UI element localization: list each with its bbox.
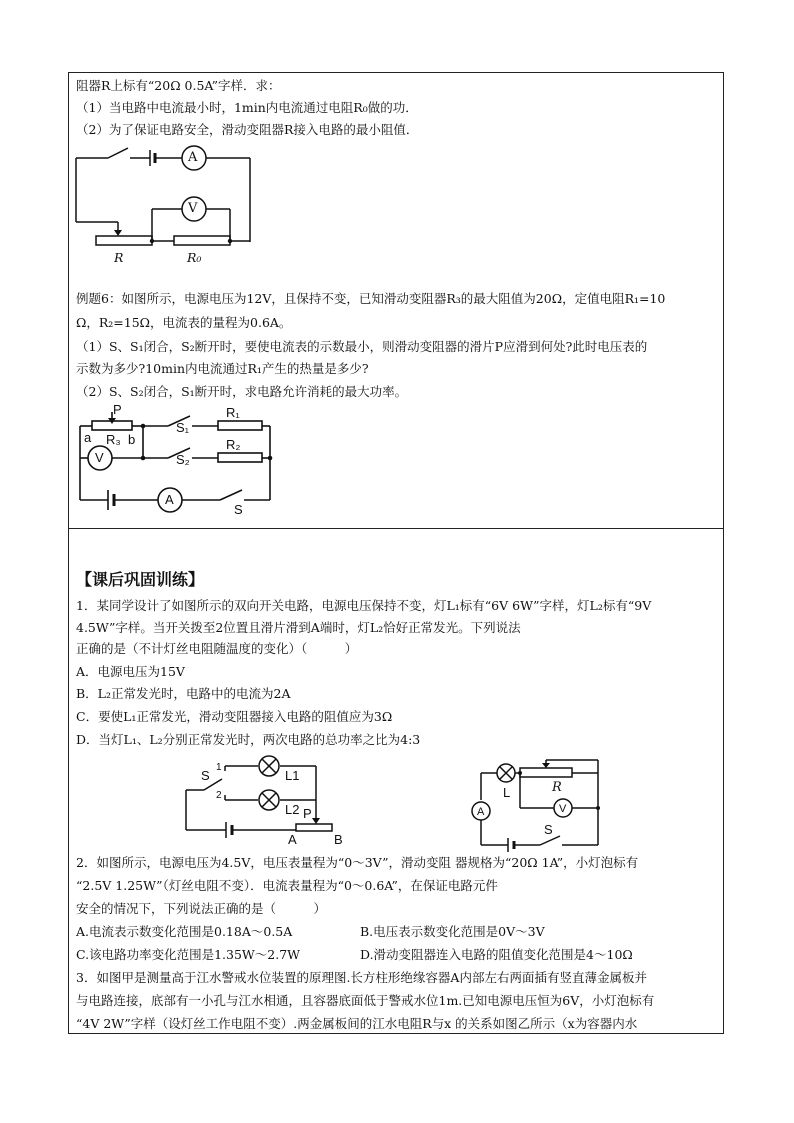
fig2-voltmeter: V bbox=[95, 450, 104, 465]
practice2-line1: 2．如图所示，电源电压为4.5V，电压表量程为“0～3V”，滑动变阻 器规格为“20Ω 1A”，小灯泡标有 bbox=[76, 855, 639, 870]
fig3-switch-s: S bbox=[201, 768, 210, 783]
fig3-slider-p: P bbox=[303, 806, 312, 821]
practice2-option-c: C.该电路功率变化范围是1.35W～2.7W bbox=[76, 947, 300, 962]
fig3-lamp-l1: L1 bbox=[285, 768, 300, 783]
section-divider bbox=[69, 528, 723, 529]
practice2-option-b: B.电压表示数变化范围是0V～3V bbox=[360, 924, 545, 939]
practice1-option-a: A．电源电压为15V bbox=[76, 664, 185, 679]
practice1-option-c: C．要使L₁正常发光，滑动变阻器接入电路的阻值应为3Ω bbox=[76, 709, 393, 724]
resistor-r0-label: R₀ bbox=[187, 250, 202, 265]
section-title: 【课后巩固训练】 bbox=[76, 570, 205, 589]
question-1: （1）当电路中电流最小时，1min内电流通过电阻R₀做的功． bbox=[76, 100, 418, 115]
example6-q2: （2）S、S₂闭合，S₁断开时，求电路允许消耗的最大功率。 bbox=[76, 384, 408, 399]
resistor-r-label: R bbox=[114, 250, 124, 265]
fig4-switch-s: S bbox=[544, 822, 553, 837]
question-2: （2）为了保证电路安全，滑动变阻器R接入电路的最小阻值． bbox=[76, 122, 419, 137]
practice3-line1: 3．如图甲是测量高于江水警戒水位装置的原理图.长方柱形绝缘容器A内部左右两面插有竖直薄金属板并 bbox=[76, 970, 647, 985]
fig2-slider-p: P bbox=[113, 402, 122, 417]
fig3-pos-1: 1 bbox=[216, 762, 222, 773]
voltmeter-label: V bbox=[188, 201, 198, 216]
example6-q1-line1: （1）S、S₁闭合，S₂断开时，要使电流表的示数最小，则滑动变阻器的滑片P应滑到何处?此时电压表的 bbox=[76, 339, 648, 354]
example6-line2: Ω，R₂=15Ω，电流表的量程为0.6A。 bbox=[76, 315, 292, 330]
practice1-option-b: B．L₂正常发光时，电路中的电流为2A bbox=[76, 686, 291, 701]
fig4-voltmeter: V bbox=[559, 803, 567, 815]
fig2-s2-label: S₂ bbox=[176, 452, 190, 467]
example6-q1-line2: 示数为多少?10min内电流通过R₁产生的热量是多少? bbox=[76, 361, 369, 376]
fig2-r3-label: R₃ bbox=[106, 432, 121, 447]
practice2-option-a: A.电流表示数变化范围是0.18A～0.5A bbox=[76, 924, 293, 939]
fig3-end-a: A bbox=[288, 832, 297, 847]
practice1-line3: 正确的是（不计灯丝电阻随温度的变化）（ ） bbox=[76, 641, 358, 656]
fig3-end-b: B bbox=[334, 832, 343, 847]
fig2-ammeter: A bbox=[165, 492, 174, 507]
practice2-option-d: D.滑动变阻器连入电路的阻值变化范围是4～10Ω bbox=[360, 947, 633, 962]
fig3-lamp-l2: L2 bbox=[285, 802, 300, 817]
problem-text-line: 阻器R上标有“20Ω 0.5A”字样．求： bbox=[76, 78, 281, 93]
practice1-line1: 1．某同学设计了如图所示的双向开关电路，电源电压保持不变，灯L₁标有“6V 6W”字样，灯L₂标有“9V bbox=[76, 598, 652, 613]
practice1-option-d: D．当灯L₁、L₂分别正常发光时，两次电路的总功率之比为4:3 bbox=[76, 732, 421, 747]
practice2-line3: 安全的情况下，下列说法正确的是（ ） bbox=[76, 901, 327, 916]
fig3-pos-2: 2 bbox=[216, 790, 222, 801]
fig2-r2-label: R₂ bbox=[226, 437, 241, 452]
practice2-line2: “2.5V 1.25W”（灯丝电阻不变）．电流表量程为“0～0.6A”，在保证电路元件 bbox=[76, 878, 498, 893]
practice3-line2: 与电路连接，底部有一小孔与江水相通，且容器底面低于警戒水位1m.已知电源电压恒为6V，小灯泡标有 bbox=[76, 993, 655, 1008]
fig4-resistor-r: R bbox=[552, 780, 562, 795]
fig2-r1-label: R₁ bbox=[226, 405, 240, 420]
fig4-lamp-l: L bbox=[503, 785, 511, 800]
fig2-s1-label: S₁ bbox=[176, 420, 190, 435]
ammeter-label: A bbox=[188, 150, 198, 165]
example6-line1: 例题6：如图所示，电源电压为12V，且保持不变，已知滑动变阻器R₃的最大阻值为20Ω，定值电阻R₁=10 bbox=[76, 291, 666, 306]
fig4-ammeter: A bbox=[477, 806, 485, 818]
fig2-switch-s: S bbox=[234, 502, 243, 517]
practice3-line3: “4V 2W”字样（设灯丝工作电阻不变）.两金属板间的江水电阻R与x 的关系如图乙所示（x为容器内水 bbox=[76, 1016, 638, 1031]
fig2-end-b: b bbox=[128, 432, 136, 447]
fig2-end-a: a bbox=[84, 430, 92, 445]
practice1-line2: 4.5W”字样。当开关拨至2位置且滑片滑到A端时，灯L₂恰好正常发光。下列说法 bbox=[76, 620, 521, 635]
